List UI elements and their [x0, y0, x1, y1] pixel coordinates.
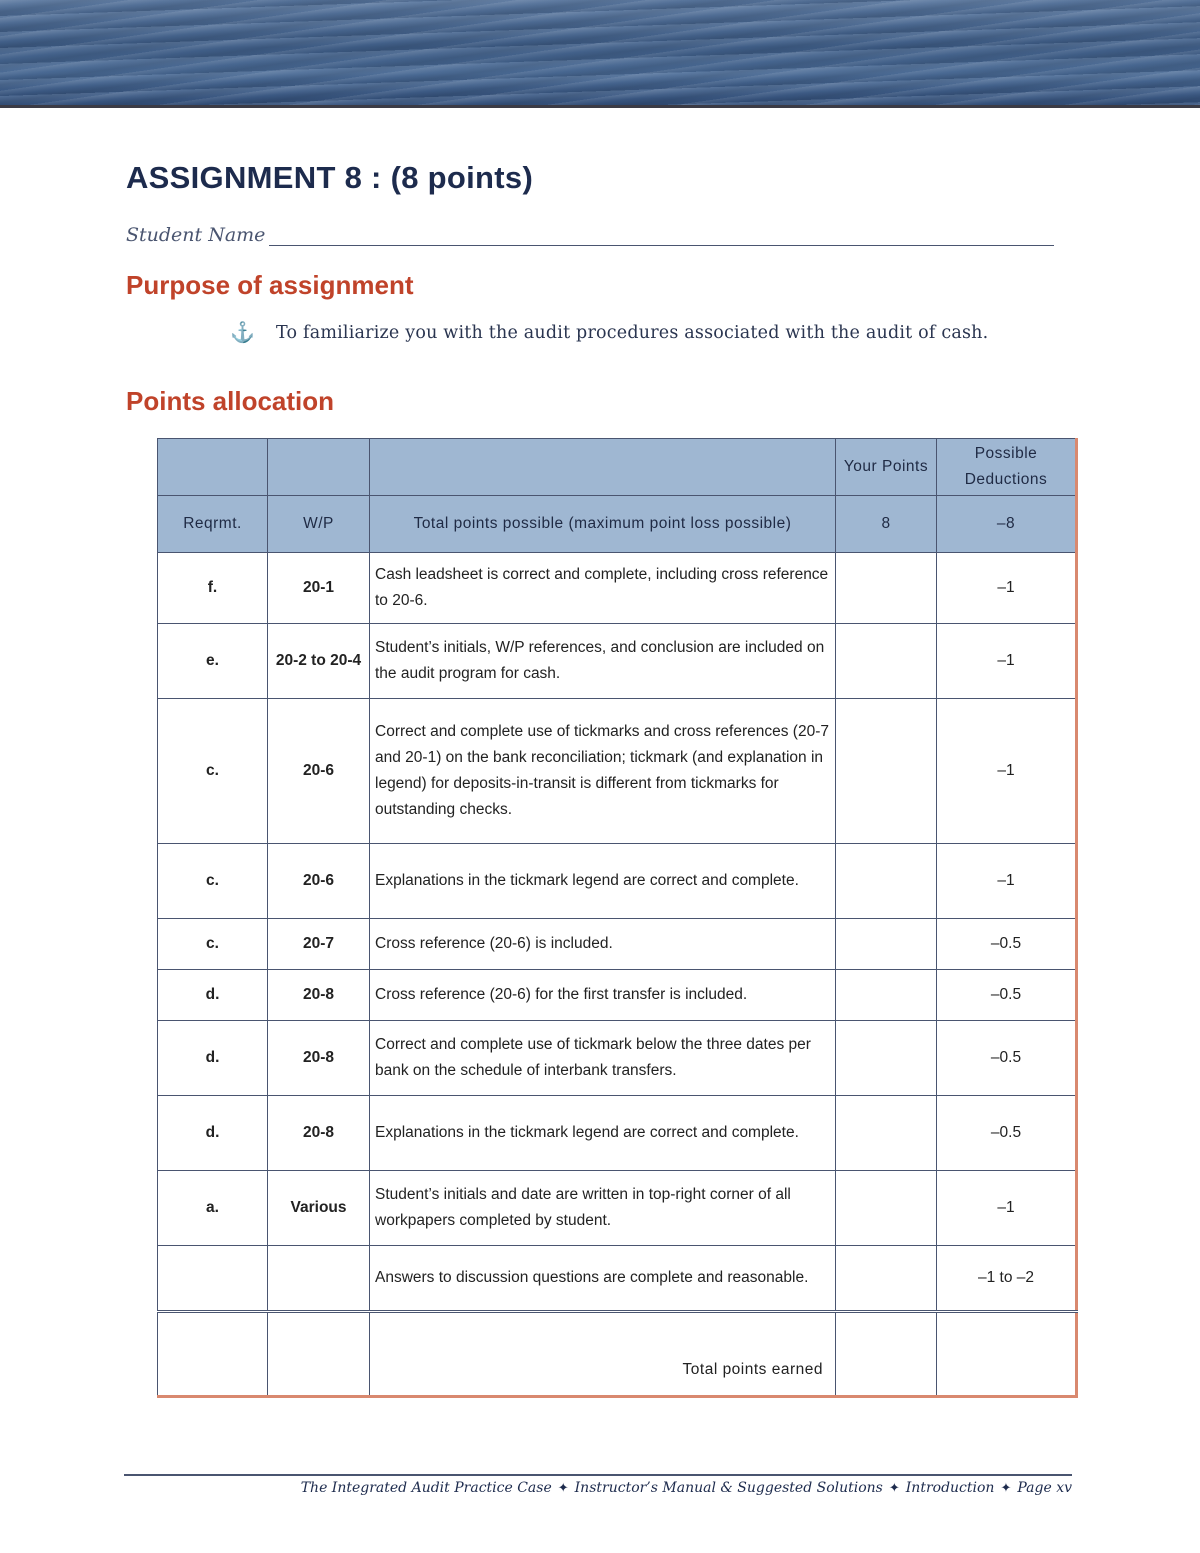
footer-manual-title: Instructor’s Manual & Suggested Solutions	[574, 1480, 883, 1496]
total-empty-cell	[836, 1312, 937, 1397]
row-your-points	[836, 624, 937, 699]
row-deduction: –0.5	[937, 919, 1077, 970]
footer-book-title: The Integrated Audit Practice Case	[300, 1480, 552, 1496]
row-reqmt: f.	[158, 553, 268, 624]
student-name-field	[126, 220, 1054, 246]
row-description: Correct and complete use of tickmark below the three dates per bank on the schedule of interbank transfers.	[370, 1021, 836, 1096]
assignment-title: ASSIGNMENT 8 : (8 points)	[126, 160, 534, 195]
row-wp: 20-6	[268, 699, 370, 844]
row-description: Correct and complete use of tickmarks and cross references (20-7 and 20-1) on the bank reconciliation; tickmark (and explanation in legend) for deposits-in-transit is different from tickmarks for outstanding checks.	[370, 699, 836, 844]
header-deductions-value: –8	[937, 496, 1077, 553]
header-total-possible: Total points possible (maximum point loss possible)	[370, 496, 836, 553]
total-empty-cell	[268, 1312, 370, 1397]
header-your-points: Your Points	[836, 439, 937, 496]
table-row	[158, 1246, 1077, 1312]
row-deduction: –0.5	[937, 1021, 1077, 1096]
total-empty-cell	[158, 1312, 268, 1397]
row-deduction: –1	[937, 844, 1077, 919]
table-row	[158, 699, 1077, 844]
table-row	[158, 1021, 1077, 1096]
table-row	[158, 919, 1077, 970]
table-header-row-1	[158, 439, 1077, 496]
row-deduction: –1	[937, 553, 1077, 624]
row-deduction: –1	[937, 699, 1077, 844]
row-your-points	[836, 553, 937, 624]
row-wp: 20-8	[268, 1021, 370, 1096]
table-row	[158, 844, 1077, 919]
row-your-points	[836, 1171, 937, 1246]
table-header-row-2	[158, 496, 1077, 553]
anchor-icon: ⚓	[230, 322, 255, 344]
footer-separator-icon: ✦	[888, 1480, 900, 1496]
row-reqmt: a.	[158, 1171, 268, 1246]
table-row	[158, 624, 1077, 699]
row-reqmt: d.	[158, 970, 268, 1021]
row-deduction: –1 to –2	[937, 1246, 1077, 1312]
row-description: Answers to discussion questions are complete and reasonable.	[370, 1246, 836, 1312]
table-row	[158, 1096, 1077, 1171]
total-empty-cell	[937, 1312, 1077, 1397]
row-description: Explanations in the tickmark legend are correct and complete.	[370, 844, 836, 919]
total-points-earned-label: Total points earned	[370, 1312, 836, 1397]
footer-separator-icon: ✦	[557, 1480, 569, 1496]
page-footer	[301, 1480, 1072, 1496]
row-your-points	[836, 844, 937, 919]
row-your-points	[836, 1021, 937, 1096]
points-allocation-heading: Points allocation	[126, 386, 335, 416]
row-reqmt: c.	[158, 844, 268, 919]
purpose-heading: Purpose of assignment	[126, 270, 414, 300]
row-description: Cross reference (20-6) for the first transfer is included.	[370, 970, 836, 1021]
row-your-points	[836, 919, 937, 970]
purpose-bullet	[230, 320, 988, 345]
student-name-line	[269, 227, 1054, 246]
row-deduction: –1	[937, 624, 1077, 699]
header-empty-cell	[158, 439, 268, 496]
header-wp: W/P	[268, 496, 370, 553]
ocean-header-image	[0, 0, 1200, 105]
row-description: Cross reference (20-6) is included.	[370, 919, 836, 970]
table-row	[158, 970, 1077, 1021]
table-row	[158, 1171, 1077, 1246]
row-description: Explanations in the tickmark legend are correct and complete.	[370, 1096, 836, 1171]
row-deduction: –1	[937, 1171, 1077, 1246]
header-divider	[0, 105, 1200, 108]
row-description: Cash leadsheet is correct and complete, including cross reference to 20-6.	[370, 553, 836, 624]
row-reqmt: d.	[158, 1021, 268, 1096]
row-your-points	[836, 1246, 937, 1312]
row-your-points	[836, 970, 937, 1021]
header-your-points-value: 8	[836, 496, 937, 553]
footer-section: Introduction	[905, 1480, 995, 1496]
footer-page-number: Page xv	[1017, 1480, 1072, 1496]
header-possible-deductions: Possible Deductions	[937, 439, 1077, 496]
row-wp: 20-1	[268, 553, 370, 624]
purpose-text: To familiarize you with the audit procedures associated with the audit of cash.	[276, 322, 989, 343]
header-reqmt: Reqrmt.	[158, 496, 268, 553]
row-reqmt: c.	[158, 919, 268, 970]
points-allocation-table	[157, 438, 1078, 1398]
row-reqmt	[158, 1246, 268, 1312]
row-deduction: –0.5	[937, 970, 1077, 1021]
header-empty-cell	[268, 439, 370, 496]
row-reqmt: e.	[158, 624, 268, 699]
total-row	[158, 1312, 1077, 1397]
row-description: Student’s initials and date are written in top-right corner of all workpapers completed by student.	[370, 1171, 836, 1246]
header-empty-cell	[370, 439, 836, 496]
row-wp: 20-8	[268, 970, 370, 1021]
table-row	[158, 553, 1077, 624]
row-your-points	[836, 699, 937, 844]
row-wp: Various	[268, 1171, 370, 1246]
row-reqmt: d.	[158, 1096, 268, 1171]
row-description: Student’s initials, W/P references, and conclusion are included on the audit program for cash.	[370, 624, 836, 699]
row-wp: 20-6	[268, 844, 370, 919]
row-wp	[268, 1246, 370, 1312]
row-wp: 20-2 to 20-4	[268, 624, 370, 699]
row-wp: 20-8	[268, 1096, 370, 1171]
row-reqmt: c.	[158, 699, 268, 844]
row-deduction: –0.5	[937, 1096, 1077, 1171]
footer-separator-icon: ✦	[1000, 1480, 1012, 1496]
row-wp: 20-7	[268, 919, 370, 970]
row-your-points	[836, 1096, 937, 1171]
student-name-label: Student Name	[126, 224, 266, 246]
footer-divider	[124, 1474, 1072, 1476]
